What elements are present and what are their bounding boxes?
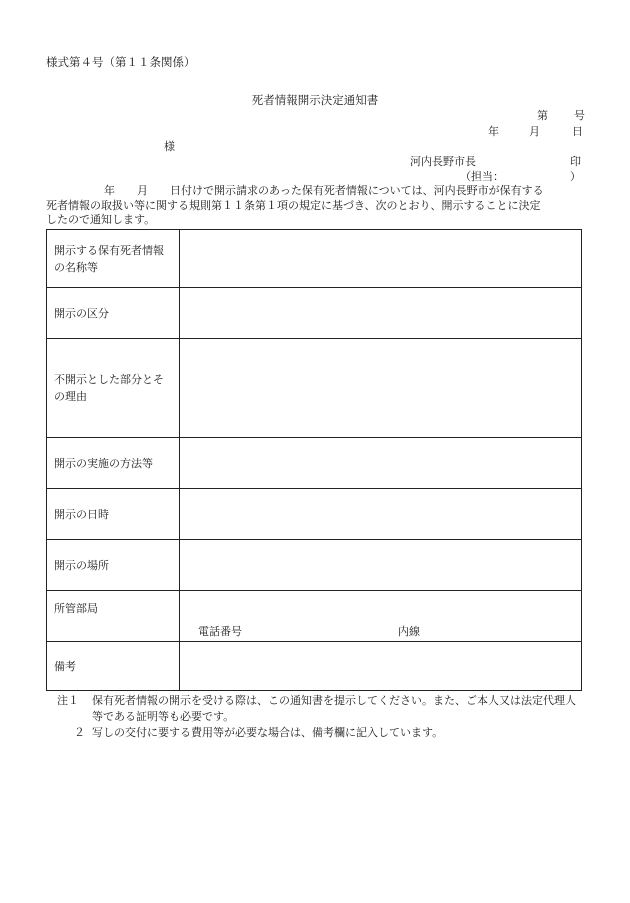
note-number: ２ bbox=[74, 726, 85, 739]
row-label: 開示の区分 bbox=[47, 288, 180, 339]
table-row bbox=[47, 489, 582, 540]
recipient-honorific: 様 bbox=[164, 140, 175, 153]
table-row bbox=[47, 438, 582, 489]
note-item bbox=[46, 693, 586, 725]
note-text: 保有死者情報の開示を受ける際は、この通知書を提示してください。また、ご本人又は法定代理人等である証明等も必要です。 bbox=[92, 694, 576, 723]
table-row bbox=[47, 230, 582, 288]
disclosure-info-table bbox=[46, 229, 582, 691]
non-disclosure-reason-field[interactable] bbox=[180, 339, 582, 438]
seal-mark: 印 bbox=[570, 155, 581, 168]
row-label: 所管部局 bbox=[47, 591, 180, 642]
document-number-suffix: 号 bbox=[574, 109, 585, 122]
document-title: 死者情報開示決定通知書 bbox=[251, 93, 379, 107]
issuer-name: 河内長野市長 bbox=[410, 155, 476, 168]
row-label: 開示する保有死者情報の名称等 bbox=[47, 230, 180, 288]
body-line-2: 死者情報の取扱い等に関する規則第１１条第１項の規定に基づき、次のとおり、開示することに決定 bbox=[46, 198, 541, 212]
table-row bbox=[47, 591, 582, 642]
contact-person-close: ） bbox=[570, 170, 581, 183]
row-label: 開示の実施の方法等 bbox=[47, 438, 180, 489]
body-line-3: したので通知します。 bbox=[46, 213, 156, 226]
body-line-1: 日付けで開示請求のあった保有死者情報については、河内長野市が保有する bbox=[170, 184, 544, 197]
note-number: 注１ bbox=[57, 694, 79, 707]
notes-section bbox=[46, 693, 586, 741]
date-month-label: 月 bbox=[529, 125, 540, 138]
body-month: 月 bbox=[137, 184, 148, 197]
document-number-prefix: 第 bbox=[537, 109, 548, 122]
disclosure-method-field[interactable] bbox=[180, 438, 582, 489]
note-item bbox=[46, 725, 586, 741]
responsible-department-field[interactable] bbox=[180, 591, 582, 642]
notice-body bbox=[46, 184, 586, 228]
body-year: 年 bbox=[104, 184, 115, 197]
remarks-field[interactable] bbox=[180, 642, 582, 691]
extension-label: 内線 bbox=[398, 625, 420, 638]
table-row bbox=[47, 540, 582, 591]
row-label: 備考 bbox=[47, 642, 180, 691]
date-day-label: 日 bbox=[572, 125, 583, 138]
table-row bbox=[47, 288, 582, 339]
date-year-label: 年 bbox=[488, 125, 499, 138]
phone-number-label: 電話番号 bbox=[198, 625, 242, 638]
row-label: 開示の場所 bbox=[47, 540, 180, 591]
disclosed-info-name-field[interactable] bbox=[180, 230, 582, 288]
contact-person-label: （担当： bbox=[460, 170, 504, 183]
disclosure-datetime-field[interactable] bbox=[180, 489, 582, 540]
note-text: 写しの交付に要する費用等が必要な場合は、備考欄に記入しています。 bbox=[92, 726, 444, 739]
disclosure-category-field[interactable] bbox=[180, 288, 582, 339]
table-row bbox=[47, 339, 582, 438]
form-number: 様式第４号（第１１条関係） bbox=[46, 55, 196, 69]
table-row bbox=[47, 642, 582, 691]
row-label: 不開示とした部分とその理由 bbox=[47, 339, 180, 438]
row-label: 開示の日時 bbox=[47, 489, 180, 540]
disclosure-location-field[interactable] bbox=[180, 540, 582, 591]
